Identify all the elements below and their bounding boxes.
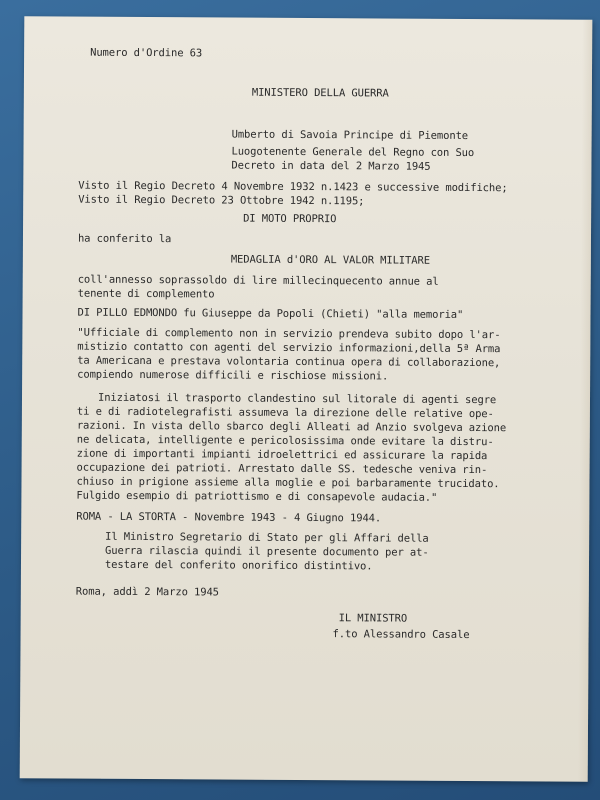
document-page [20,16,593,781]
issuer-line-2: Luogotenente Generale del Regno con Suo [231,145,475,160]
signature-title: IL MINISTRO [338,612,408,625]
release-line-3: testare del conferito onorifico distintivo. [104,558,373,573]
citation-p2-line-6: occupazione dei patrioti. Arrestato dalle SS. tedesche veniva rin- [76,461,488,477]
decree-line-1: Visto il Regio Decreto 4 Novembre 1932 n.1423 e successive modifiche; [78,179,508,195]
release-line-2: Guerra rilascia quindi il presente documento per at- [105,544,429,559]
citation-p2-line-3: razioni. In vista dello sbarco degli Alleati ad Anzio svolgeva azione [76,419,507,435]
issuer-line-3: Decreto in data del 2 Marzo 1945 [231,159,431,173]
citation-p2-line-4: ne delicata, intelligente e pericolosissima onde evitare la distru- [76,433,494,449]
conferred-line: ha conferito la [77,232,172,246]
release-line-1: Il Ministro Segretario di Stato per gli Affari della [105,530,429,545]
recipient-line: DI PILLO EDMONDO fu Giuseppe da Popoli (Chieti) "alla memoria" [77,306,464,321]
citation-p1-line-1: "Ufficiale di complemento non in servizio prendeva subito dopo l'ar- [77,326,501,342]
issuer-line-1: Umberto di Savoia Principe di Piemonte [231,128,469,142]
citation-p1-line-4: compiendo numerose difficili e rischiose missioni. [77,368,389,383]
ministry-heading: MINISTERO DELLA GUERRA [251,86,389,100]
annex-line-1: coll'annesso soprassoldo di lire millecinquecento annue al [77,273,439,288]
annex-line-2: tenente di complemento [77,287,215,301]
citation-p1-line-3: ta Americana e prestava volontaria continua opera di collaborazione, [77,354,501,370]
signature-name: f.to Alessandro Casale [332,628,470,642]
citation-p1-line-2: mistizio contatto con agenti del servizio informazioni,della 5ª Arma [77,340,501,356]
decree-line-2: Visto il Regio Decreto 23 Ottobre 1942 n.1195; [78,193,365,208]
medal-title: MEDAGLIA d'ORO AL VALOR MILITARE [230,253,430,267]
date-line: Roma, addì 2 Marzo 1945 [75,585,219,599]
citation-p2-line-8: Fulgido esempio di patriottismo e di consapevole audacia." [76,489,438,504]
citation-p2-line-1: Iniziatosi il trasporto clandestino sul litorale di agenti segre [97,391,497,407]
citation-p2-line-7: chiuso in prigione assieme alla moglie e poi barbaramente trucidato. [76,475,500,491]
citation-p2-line-2: ti e di radiotelegrafisti assumeva la direzione delle relative ope- [76,405,494,421]
citation-p2-line-5: zione di importanti impianti idroelettrici ed assicurare la rapida [76,447,488,463]
place-dates: ROMA - LA STORTA - Novembre 1943 - 4 Giugno 1944. [76,510,382,525]
order-number: Numero d'Ordine 63 [90,46,203,60]
motu-proprio: DI MOTO PROPRIO [243,212,337,226]
